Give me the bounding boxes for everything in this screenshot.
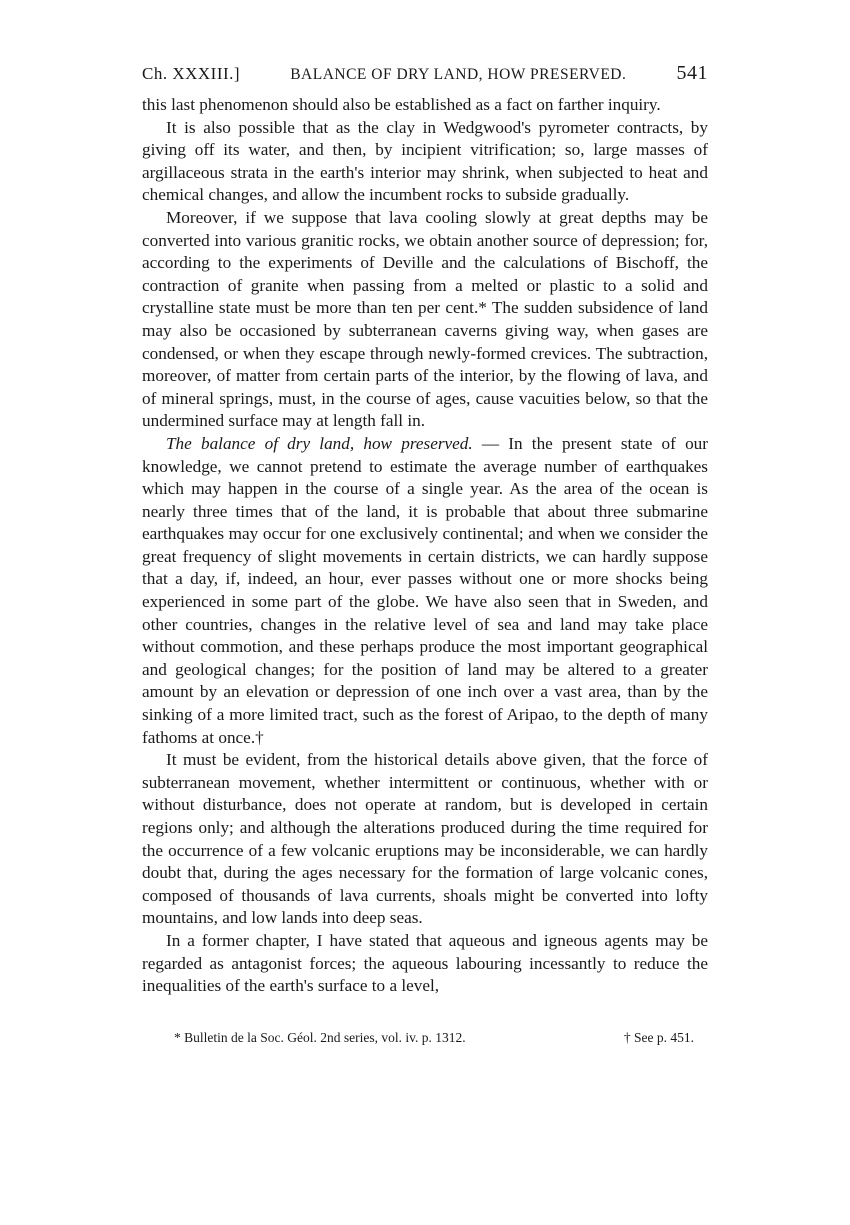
running-head — [142, 62, 708, 90]
paragraph-4 — [142, 433, 708, 749]
page — [142, 62, 708, 998]
paragraph-2: It is also possible that as the clay in Wedgwood's pyrometer contracts, by giving off its water, and then, by incipient vitrification; so, large masses of argillaceous strata in the earth's interior may shrink, when subjected to heat and chemical changes, and allow the incumbent rocks to subside gradually. — [142, 117, 708, 205]
running-title: BALANCE OF DRY LAND, HOW PRESERVED. — [290, 66, 627, 83]
chapter-label: Ch. XXXIII.] — [142, 64, 241, 83]
paragraph-6: In a former chapter, I have stated that aqueous and igneous agents may be regarded as antagonist forces; the aqueous labouring incessantly to reduce the inequalities of the earth's surface to a level, — [142, 930, 708, 996]
footnote-2: † See p. 451. — [623, 1030, 694, 1045]
footnote-1: * Bulletin de la Soc. Géol. 2nd series, vol. iv. p. 1312. — [174, 1030, 466, 1045]
paragraph-4-text: — In the present state of our knowledge, we cannot pretend to estimate the average number of earthquakes which may happen in the course of a single year. As the area of the ocean is nearly three times that of the land, it is probable that about three submarine earthquakes may occur for one exclusively continental; and when we consider the great frequency of slight movements in certain districts, we can hardly suppose that a day, if, indeed, an hour, ever passes without one or more shocks being experienced in some part of the globe. We have also seen that in Sweden, and other countries, changes in the relative level of sea and land may take place without commotion, and these perhaps produce the most important geographical and geological changes; for the position of land may be altered to a greater amount by an elevation or depression of one inch over a vast area, than by the sinking of a more limited tract, such as the forest of Aripao, to the depth of many fathoms at once.† — [142, 433, 708, 747]
paragraph-5: It must be evident, from the historical details above given, that the force of subterranean movement, whether intermittent or continuous, whether with or without disturbance, does not operate at random, but is developed in certain regions only; and although the alterations produced during the time required for the occurrence of a few volcanic eruptions may be inconsiderable, we can hardly doubt that, during the ages necessary for the formation of large volcanic cones, composed of thousands of lava currents, shoals might be converted into lofty mountains, and low lands into deep seas. — [142, 750, 708, 928]
page-number: 541 — [676, 62, 708, 84]
section-heading: The balance of dry land, how preserved. — [166, 433, 473, 453]
paragraph-3: Moreover, if we suppose that lava cooling slowly at great depths may be converted into various granitic rocks, we obtain another source of depression; for, according to the experiments of Deville and the calculations of Bischoff, the contraction of granite when passing from a melted or plastic to a solid and crystalline state must be more than ten per cent.* The sudden subsidence of land may also be occasioned by subterranean caverns giving way, when gases are condensed, or when they escape through newly-formed crevices. The subtraction, moreover, of matter from certain parts of the interior, by the flowing of lava, and of mineral springs, must, in the course of ages, cause vacuities below, so that the undermined surface may at length fall in. — [142, 207, 708, 431]
paragraph-1: this last phenomenon should also be established as a fact on farther inquiry. — [142, 95, 661, 114]
body-text — [142, 94, 708, 998]
footnotes — [174, 1030, 694, 1046]
